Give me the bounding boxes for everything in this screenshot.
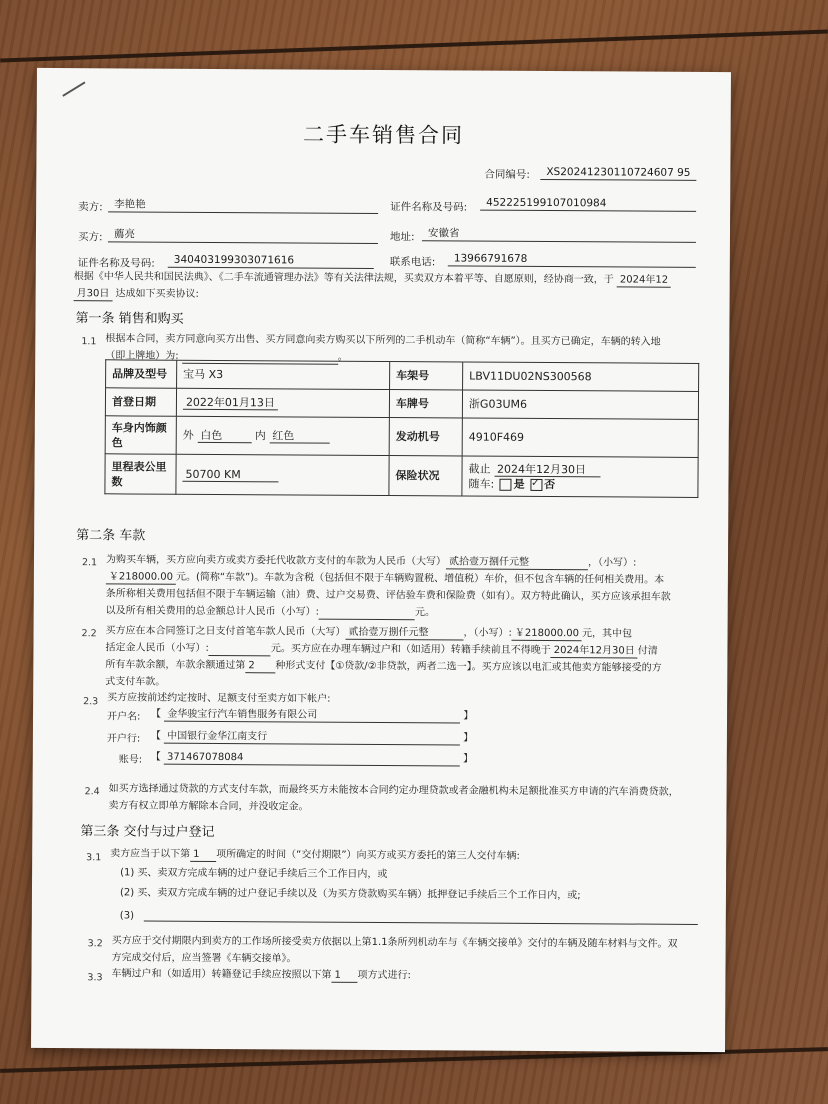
engine-value: 4910F469: [462, 418, 698, 457]
clause-3-1: [110, 846, 520, 864]
deposit-amount: ￥218000.00: [512, 627, 582, 641]
reg-date-value: 2022年01月13日: [183, 396, 278, 411]
brand-label: 品牌及型号: [106, 360, 177, 388]
clause-2-1-text-c: 元。(简称“车款”)。车款为含税（包括但不限于车辆购置税、增值税）车价，但不包含车辆的任何相关费用。本: [175, 571, 665, 586]
no-label: 否: [544, 477, 556, 491]
clause-2-1-text: 为购买车辆，买方应向卖方或卖方委托代收款方支付的车款为人民币（大写）: [105, 554, 447, 568]
color-cell: [176, 416, 389, 455]
clause-2-2-text-e: 元。买方应在办理车辆过户和（如适用）转籍手续前且不得晚于: [270, 643, 551, 657]
clause-number: 3.3: [87, 972, 103, 984]
interior-color: 红色: [269, 429, 329, 443]
section-1-title: 第一条 销售和购买: [75, 311, 184, 327]
section-3-title: 第三条 交付与过户登记: [80, 824, 215, 840]
clause-2-1: [106, 551, 706, 623]
phone-value: 13966791678: [448, 251, 696, 268]
seller-id-value: 452225199107010984: [480, 196, 696, 212]
clause-number: 2.2: [81, 628, 97, 640]
phone-label: 联系电话:: [389, 256, 436, 269]
intro-text: 根据《中华人民共和国民法典》、《二手车流通管理办法》等有关法律法规，买卖双方本着平等、自愿原则，经协商一致，于: [73, 271, 614, 286]
seller-label: 卖方:: [78, 201, 103, 214]
reg-date-cell: [176, 388, 389, 417]
price-amount: ￥218000.00: [106, 570, 176, 584]
intro-date-a: 2024年12: [617, 273, 671, 287]
buyer-id-label: 证件名称及号码:: [77, 257, 155, 270]
clause-1-1-end: 。: [337, 351, 348, 363]
clause-2-1-text-e: 以及所有相关费用的总金额总计人民币（小写）:: [105, 605, 320, 618]
intro-date-b: 月30日: [74, 287, 113, 301]
exterior-color: 白色: [197, 429, 251, 443]
delivery-option: 1: [190, 848, 216, 862]
account-no-label: 账号:: [118, 754, 143, 766]
intro-text-end: 达成如下买卖协议:: [115, 288, 199, 300]
mileage-value: 50700 KM: [182, 468, 278, 483]
clause-2-2-text-c: 元，其中包: [581, 628, 633, 640]
follow-label: 随车:: [468, 477, 495, 491]
seller-value: 李艳艳: [108, 197, 378, 214]
clause-3-2-text-b: 方完成交付后，应当签署《车辆交接单》。: [111, 952, 297, 965]
total-amount-field: [319, 606, 415, 621]
exterior-prefix: 外: [182, 428, 194, 442]
clause-2-2-text-g: 所有车款余额，车款余额通过第: [105, 659, 246, 672]
clause-number: 2.1: [81, 557, 98, 569]
clause-2-1-text-d: 条所称相关费用包括但不限于车辆运输（油）费、过户交易费、评估验车费和保险费（如有）。双方特此确认，买方应该承担车款: [105, 588, 671, 603]
mileage-cell: [176, 454, 389, 495]
address-label: 地址:: [389, 231, 415, 244]
contract-no-value: XS20241230110724607 95: [540, 165, 696, 181]
deposit-cn: 贰拾壹万捌仟元整: [346, 626, 464, 641]
down-payment-field: [209, 642, 271, 656]
insurance-date: 2024年12月30日: [494, 462, 600, 477]
clause-2-2-text-h: 种形式支付【①贷款/②非贷款，两者二选一】。买方应该以电汇或其他卖方能够接受的方: [275, 660, 662, 674]
contract-no-label: 合同编号:: [484, 168, 530, 181]
seller-id-label: 证件名称及号码:: [390, 201, 468, 214]
delivery-option-2: (2) 买、卖双方完成车辆的过户登记手续以及（为买方贷款购买车辆）抵押登记手续后三个工作日内，或;: [119, 887, 581, 902]
buyer-label: 买方:: [77, 231, 103, 244]
vin-value: LBV11DU02NS300568: [463, 362, 699, 391]
reg-date-label: 首登日期: [105, 388, 176, 416]
clause-1-1-text-b: （即上牌地）为:: [105, 350, 179, 362]
payment-option: 2: [245, 659, 275, 673]
clause-3-1-text: 卖方应当于以下第: [110, 848, 191, 860]
price-cn: 贰拾壹万捌仟元整: [446, 555, 588, 570]
clause-number: 2.4: [84, 786, 100, 798]
clause-number: 3.2: [87, 938, 103, 950]
insurance-cell: [462, 456, 698, 497]
bank-value: 中国银行金华江南支行: [164, 730, 460, 746]
account-no-field: 【 371467078084 】: [150, 751, 474, 765]
account-name-field: 【 金华骏宝行汽车销售服务有限公司 】: [151, 708, 474, 722]
brand-value: 宝马 X3: [177, 360, 390, 389]
clause-2-2: [105, 622, 705, 694]
clause-2-4-text-b: 卖方有权立即单方解除本合同，并没收定金。: [108, 800, 309, 813]
insurance-label: 保险状况: [389, 456, 462, 496]
intro-paragraph: [74, 268, 704, 306]
clause-2-2-text-b: ，（小写）:: [463, 627, 512, 639]
clause-2-1-text-b: ，（小写）:: [587, 557, 637, 569]
clause-3-3-text-b: 项方式进行:: [357, 969, 411, 982]
wood-seam: [0, 30, 828, 63]
clause-2-2-text-d: 括定金人民币（小写）:: [105, 642, 209, 654]
delivery-option-3-field: [144, 907, 698, 925]
clause-2-4-text: 如买方选择通过贷款的方式支付车款，而最终买方未能按本合同约定办理贷款或者金融机构未足额批准买方申请的汽车消费贷款，: [108, 783, 679, 798]
clause-2-2-text-f: 付清: [637, 645, 658, 657]
clause-3-3-text: 车辆过户和（如适用）转籍登记手续应按照以下第: [111, 968, 332, 981]
account-name-value: 金华骏宝行汽车销售服务有限公司: [164, 708, 460, 724]
plate-value: 浙G03UM6: [462, 390, 698, 419]
engine-label: 发动机号: [389, 418, 462, 456]
buyer-value: 薦亮: [108, 227, 378, 244]
vehicle-table: [104, 359, 699, 498]
address-value: 安徽省: [422, 226, 696, 243]
delivery-option-3-label: (3): [119, 910, 135, 922]
plate-label: 车牌号: [389, 390, 462, 418]
section-2-title: 第二条 车款: [76, 528, 146, 544]
clause-3-2-text: 买方应于交付期限内到卖方的工作场所接受卖方依据以上第1.1条所列机动车与《车辆交接单》交付的车辆及随车材料与文件。双: [111, 935, 678, 950]
staple-icon: [62, 81, 85, 96]
clause-3-1-text-b: 项所确定的时间（“交付期限”）向买方或买方委托的第三人交付车辆:: [216, 848, 520, 862]
account-name-label: 开户名:: [107, 711, 141, 723]
clause-2-1-text-f: 元。: [415, 607, 436, 619]
clause-3-2: [112, 932, 712, 970]
account-no-value: 371467078084: [164, 751, 460, 767]
clause-number: 1.1: [81, 336, 97, 348]
bank-field: 【 中国银行金华江南支行 】: [150, 730, 474, 744]
contract-title: 二手车销售合同: [303, 122, 465, 148]
clause-2-4: [108, 780, 708, 818]
transfer-option: 1: [331, 969, 357, 983]
mileage-label: 里程表公里数: [105, 454, 176, 494]
vin-label: 车架号: [390, 362, 463, 390]
contract-paper: [31, 68, 731, 1052]
bank-label: 开户行:: [106, 733, 141, 745]
interior-prefix: 内: [254, 429, 266, 443]
clause-number: 3.1: [86, 852, 102, 864]
clause-2-3-text: 买方应按前述约定按时、足额支付至卖方如下帐户:: [107, 692, 331, 705]
yes-label: 是: [513, 477, 525, 491]
clause-number: 2.3: [83, 696, 99, 708]
checkbox-no[interactable]: [530, 478, 542, 490]
balance-due-date: 2024年12月30日: [551, 644, 638, 659]
clause-2-2-text-i: 式支付车款。: [105, 676, 166, 688]
delivery-option-1: (1) 买、卖双方完成车辆的过户登记手续后三个工作日内，或: [120, 867, 388, 881]
clause-1-1-text: 根据本合同，卖方同意向买方出售、买方同意向卖方购买以下所列的二手机动车（简称“车辆”）。且买方已确定，车辆的转入地: [105, 333, 661, 348]
insurance-prefix: 截止: [468, 462, 491, 476]
clause-2-2-text: 买方应在本合同签订之日支付首笔车款人民币（大写）: [105, 625, 346, 638]
clause-3-3: [111, 966, 410, 983]
checkbox-yes[interactable]: [500, 478, 512, 490]
color-label: 车身内饰颜色: [105, 416, 176, 454]
buyer-id-value: 340403199303071616: [168, 253, 374, 269]
